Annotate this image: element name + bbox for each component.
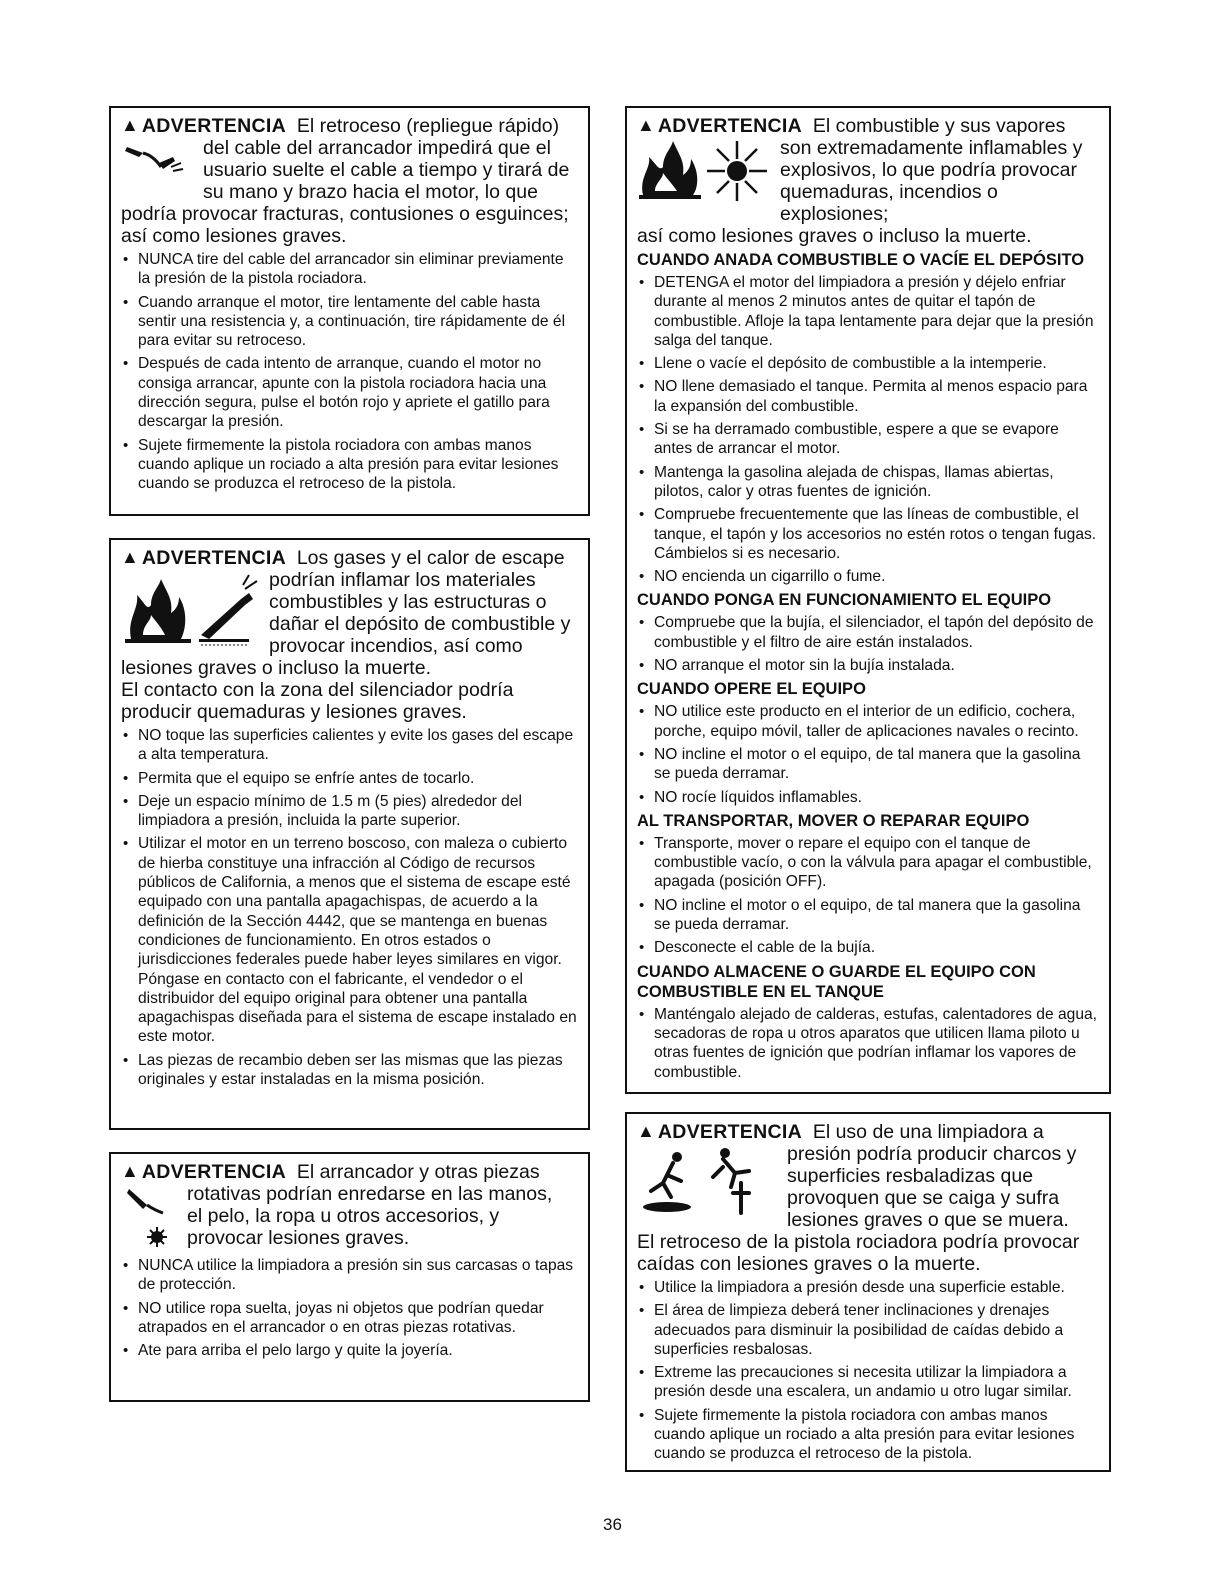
list-item: • Compruebe que la bujía, el silenciador, el tapón del depósito de combustible y el filtro de aire están instalados. [637,613,1099,652]
bullet-list [121,1256,578,1360]
section-heading: AL TRANSPORTAR, MOVER O REPARAR EQUIPO [637,811,1030,830]
list-item: • NO llene demasiado el tanque. Permita al menos espacio para la expansión del combustible. [637,377,1099,416]
warning-box-rotating-parts: ▲ ADVERTENCIA El arrancador y otras piezas rotativas podrían enredarse en las manos, el pelo, la ropa u otros accesorios, y provocar lesiones graves. • NUNCA utilice la limpiadora a presión sin sus carcasas o tapas de protección. • NO utilice ropa suelta, joyas ni objetos que podrían quedar atrapados en el arrancador o en otras piezas rotativas. • Ate para arriba el pelo largo y quite la joyería. [109,1152,590,1402]
list-item: • Las piezas de recambio deben ser las mismas que las piezas originales y estar instaladas en la misma posición. [121,1051,578,1090]
fire-hazard-icon [121,569,261,657]
list-item: • NUNCA utilice la limpiadora a presión sin sus carcasas o tapas de protección. [121,1256,578,1295]
list-item: • NO utilice ropa suelta, joyas ni objetos que podrían quedar atrapados en el arrancador o en otras piezas rotativas. [121,1299,578,1338]
warning-triangle-icon: ▲ [121,1161,139,1181]
warning-triangle-icon: ▲ [121,115,139,135]
list-item: • NO encienda un cigarrillo o fume. [637,567,1099,586]
warning-heading: ▲ ADVERTENCIA El uso de una limpiadora a [637,1121,1044,1143]
warning-heading: ▲ ADVERTENCIA El retroceso (repliegue rápido) [121,115,560,137]
slip-fall-hazard-icon [637,1143,779,1231]
warning-box-slippery-surfaces: ▲ ADVERTENCIA El uso de una limpiadora a presión podría producir charcos y superficies resbaladizas que provoquen que se caiga y sufra lesiones graves o que se muera. El retroceso de la pistola rociadora podría provocar caídas con lesiones graves o la muerte. • Utilice la limpiadora a presión desde una superficie estable. • El área de limpieza deberá tener inclinaciones y drenajes adecuados para disminuir la posibilidad de caídas debido a superficies resbalosas. • Extreme las precauciones si necesita utilizar la limpiadora a presión desde una escalera, un andamio u otro lugar similar. • Sujete firmemente la pistola rociadora con ambas manos cuando aplique un rociado a alta presión para evitar lesiones cuando se produzca el retroceso de la pistola. [625,1112,1111,1472]
warning-box-exhaust: ▲ ADVERTENCIA Los gases y el calor de escape podrían inflamar los materiales combustibles y las estructuras o dañar el depósito de combustible y provocar incendios, así como lesiones graves o incluso la muerte. El contacto con la zona del silenciador podría producir quemaduras y lesiones graves. • NO toque las superficies calientes y evite los gases del escape a alta temperatura. • Permita que el equipo se enfríe antes de tocarlo. • Deje un espacio mínimo de 1.5 m (5 pies) alrededor del limpiadora a presión, incluida la parte superior. • Utilizar el motor en un terreno boscoso, con maleza o cubierto de hierba constituye una infracción al Código de recursos públicos de California, a menos que el sistema de escape esté equipado con una pantalla apagachispas, de acuerdo a la definición de la Sección 4442, que se mantenga en buenas condiciones de funcionamiento. En otros estados o jurisdicciones federales puede haber leyes similares en vigor. Póngase en contacto con el fabricante, el vendedor o el distribuidor del equipo original para obtener una pantalla apagachispas diseñada para el sistema de escape instalado en este motor. • Las piezas de recambio deben ser las mismas que las piezas originales y estar instaladas en la misma posición. [109,538,590,1130]
page-number: 36 [603,1515,622,1534]
list-item: • NO rocíe líquidos inflamables. [637,788,1099,807]
section-heading: CUANDO PONGA EN FUNCIONAMIENTO EL EQUIPO [637,591,1052,610]
bullet-list [637,834,1099,958]
bullet-list [121,250,578,494]
list-item: • Mantenga la gasolina alejada de chispas, llamas abiertas, pilotos, calor y otras fuentes de ignición. [637,463,1099,502]
bullet-list [637,702,1099,806]
list-item: • NUNCA tire del cable del arrancador sin eliminar previamente la presión de la pistola rociadora. [121,250,578,289]
list-item: • DETENGA el motor del limpiadora a presión y déjelo enfriar durante al menos 2 minutos antes de quitar el tapón de combustible. Afloje la tapa lentamente para dejar que la presión salga del tanque. [637,273,1099,350]
recoil-hazard-icon [121,137,191,203]
warning-heading: ▲ ADVERTENCIA El arrancador y otras piezas [121,1161,540,1183]
list-item: • Desconecte el cable de la bujía. [637,938,1099,957]
list-item: • Manténgalo alejado de calderas, estufas, calentadores de agua, secadoras de ropa u otros aparatos que utilicen llama piloto u otras fuentes de ignición que podrían inflamar los vapores de combustible. [637,1005,1099,1082]
list-item: • NO incline el motor o el equipo, de tal manera que la gasolina se pueda derramar. [637,745,1099,784]
bullet-list [637,1278,1099,1464]
list-item: • NO toque las superficies calientes y evite los gases del escape a alta temperatura. [121,726,578,765]
list-item: • Ate para arriba el pelo largo y quite la joyería. [121,1341,578,1360]
list-item: • Utilizar el motor en un terreno boscoso, con maleza o cubierto de hierba constituye una infracción al Código de recursos públicos de California, a menos que el sistema de escape esté equipado con una pantalla apagachispas, de acuerdo a la definición de la Sección 4442, que se mantenga en buenas condiciones de funcionamiento. En otros estados o jurisdicciones federales puede haber leyes similares en vigor. Póngase en contacto con el fabricante, el vendedor o el distribuidor del equipo original para obtener una pantalla apagachispas diseñada para el sistema de escape instalado en este motor. [121,834,578,1046]
warning-heading: ▲ ADVERTENCIA El combustible y sus vapores [637,115,1066,137]
bullet-list [637,273,1099,586]
section-heading: CUANDO ANADA COMBUSTIBLE O VACÍE EL DEPÓSITO [637,251,1085,269]
warning-triangle-icon: ▲ [121,547,139,567]
warning-box-fuel: ▲ ADVERTENCIA El combustible y sus vapores son extremadamente inflamables y explosivos, lo que podría provocar quemaduras, incendios o explosiones; así como lesiones graves o incluso la muerte. CUANDO ANADA COMBUSTIBLE O VACÍE EL DEPÓSITO • DETENGA el motor del limpiadora a presión y déjelo enfriar durante al menos 2 minutos antes de quitar el tapón de combustible. Afloje la tapa lentamente para dejar que la presión salga del tanque. • Llene o vacíe el depósito de combustible a la intemperie. • NO llene demasiado el tanque. Permita al menos espacio para la expansión del combustible. • Si se ha derramado combustible, espere a que se evapore antes de arrancar el motor. • Mantenga la gasolina alejada de chispas, llamas abiertas, pilotos, calor y otras fuentes de ignición. • Compruebe frecuentemente que las líneas de combustible, el tanque, el tapón y los accesorios no estén rotos o tengan fugas. Cámbielos si es necesario. • NO encienda un cigarrillo o fume. CUANDO PONGA EN FUNCIONAMIENTO EL EQUIPO • Compruebe que la bujía, el silenciador, el tapón del depósito de combustible y el filtro de aire están instalados. • NO arranque el motor sin la bujía instalada. CUANDO OPERE EL EQUIPO • NO utilice este producto en el interior de un edificio, cochera, porche, equipo móvil, taller de aplicaciones navales o recinto. • NO incline el motor o el equipo, de tal manera que la gasolina se pueda derramar. • NO rocíe líquidos inflamables. AL TRANSPORTAR, MOVER O REPARAR EQUIPO • Transporte, mover o repare el equipo con el tanque de combustible vacío, o con la válvula para apagar el combustible, apagada (posición OFF). • NO incline el motor o el equipo, de tal manera que la gasolina se pueda derramar. • Desconecte el cable de la bujía. CUANDO ALMACENE O GUARDE EL EQUIPO CON COMBUSTIBLE EN EL TANQUE • Manténgalo alejado de calderas, estufas, calentadores de agua, secadoras de ropa u otros aparatos que utilicen llama piloto u otras fuentes de ignición que podrían inflamar los vapores de combustible. [625,106,1111,1094]
warning-heading: ▲ ADVERTENCIA Los gases y el calor de escape [121,547,565,569]
warning-triangle-icon: ▲ [637,1121,655,1141]
list-item: • Llene o vacíe el depósito de combustible a la intemperie. [637,354,1099,373]
list-item: • Sujete firmemente la pistola rociadora con ambas manos cuando aplique un rociado a alta presión para evitar lesiones cuando se produzca el retroceso de la pistola. [637,1406,1099,1464]
warning-box-recoil: ▲ ADVERTENCIA El retroceso (repliegue rápido) del cable del arrancador impedirá que el usuario suelte el cable a tiempo y tirará de su mano y brazo hacia el motor, lo que podría provocar fracturas, contusiones o esguinces; así como lesiones graves. • NUNCA tire del cable del arrancador sin eliminar previamente la presión de la pistola rociadora. • Cuando arranque el motor, tire lentamente del cable hasta sentir una resistencia y, a continuación, tire rápidamente de él para evitar su retroceso. • Después de cada intento de arranque, cuando el motor no consiga arrancar, apunte con la pistola rociadora hacia una dirección segura, pulse el botón rojo y apriete el gatillo para descargar la presión. • Sujete firmemente la pistola rociadora con ambas manos cuando aplique un rociado a alta presión para evitar lesiones cuando se produzca el retroceso de la pistola. [109,106,590,516]
list-item: • Cuando arranque el motor, tire lentamente del cable hasta sentir una resistencia y, a continuación, tire rápidamente de él para evitar su retroceso. [121,293,578,351]
list-item: • El área de limpieza deberá tener inclinaciones y drenajes adecuados para disminuir la posibilidad de caídas debido a superficies resbalosas. [637,1301,1099,1359]
section-heading: CUANDO OPERE EL EQUIPO [637,680,866,699]
fire-explosion-hazard-icon [637,137,772,225]
list-item: • NO utilice este producto en el interior de un edificio, cochera, porche, equipo móvil, taller de aplicaciones navales o recinto. [637,702,1099,741]
bullet-list [121,726,578,1089]
entanglement-hazard-icon [121,1183,179,1253]
warning-triangle-icon: ▲ [637,115,655,135]
list-item: • Transporte, mover o repare el equipo con el tanque de combustible vacío, o con la válvula para apagar el combustible, apagada (posición OFF). [637,834,1099,892]
list-item: • NO arranque el motor sin la bujía instalada. [637,656,1099,675]
list-item: • Utilice la limpiadora a presión desde una superficie estable. [637,1278,1099,1297]
list-item: • NO incline el motor o el equipo, de tal manera que la gasolina se pueda derramar. [637,896,1099,935]
list-item: • Extreme las precauciones si necesita utilizar la limpiadora a presión desde una escalera, un andamio u otro lugar similar. [637,1363,1099,1402]
list-item: • Sujete firmemente la pistola rociadora con ambas manos cuando aplique un rociado a alta presión para evitar lesiones cuando se produzca el retroceso de la pistola. [121,436,578,494]
list-item: • Deje un espacio mínimo de 1.5 m (5 pies) alrededor del limpiadora a presión, incluida la parte superior. [121,792,578,831]
bullet-list [637,1005,1099,1082]
list-item: • Compruebe frecuentemente que las líneas de combustible, el tanque, el tapón y los accesorios no estén rotos o tengan fugas. Cámbielos si es necesario. [637,505,1099,563]
list-item: • Si se ha derramado combustible, espere a que se evapore antes de arrancar el motor. [637,420,1099,459]
bullet-list [637,613,1099,675]
section-heading: CUANDO ALMACENE O GUARDE EL EQUIPO CON COMBUSTIBLE EN EL TANQUE [637,962,1036,1001]
list-item: • Después de cada intento de arranque, cuando el motor no consiga arrancar, apunte con la pistola rociadora hacia una dirección segura, pulse el botón rojo y apriete el gatillo para descargar la presión. [121,354,578,431]
list-item: • Permita que el equipo se enfríe antes de tocarlo. [121,769,578,788]
